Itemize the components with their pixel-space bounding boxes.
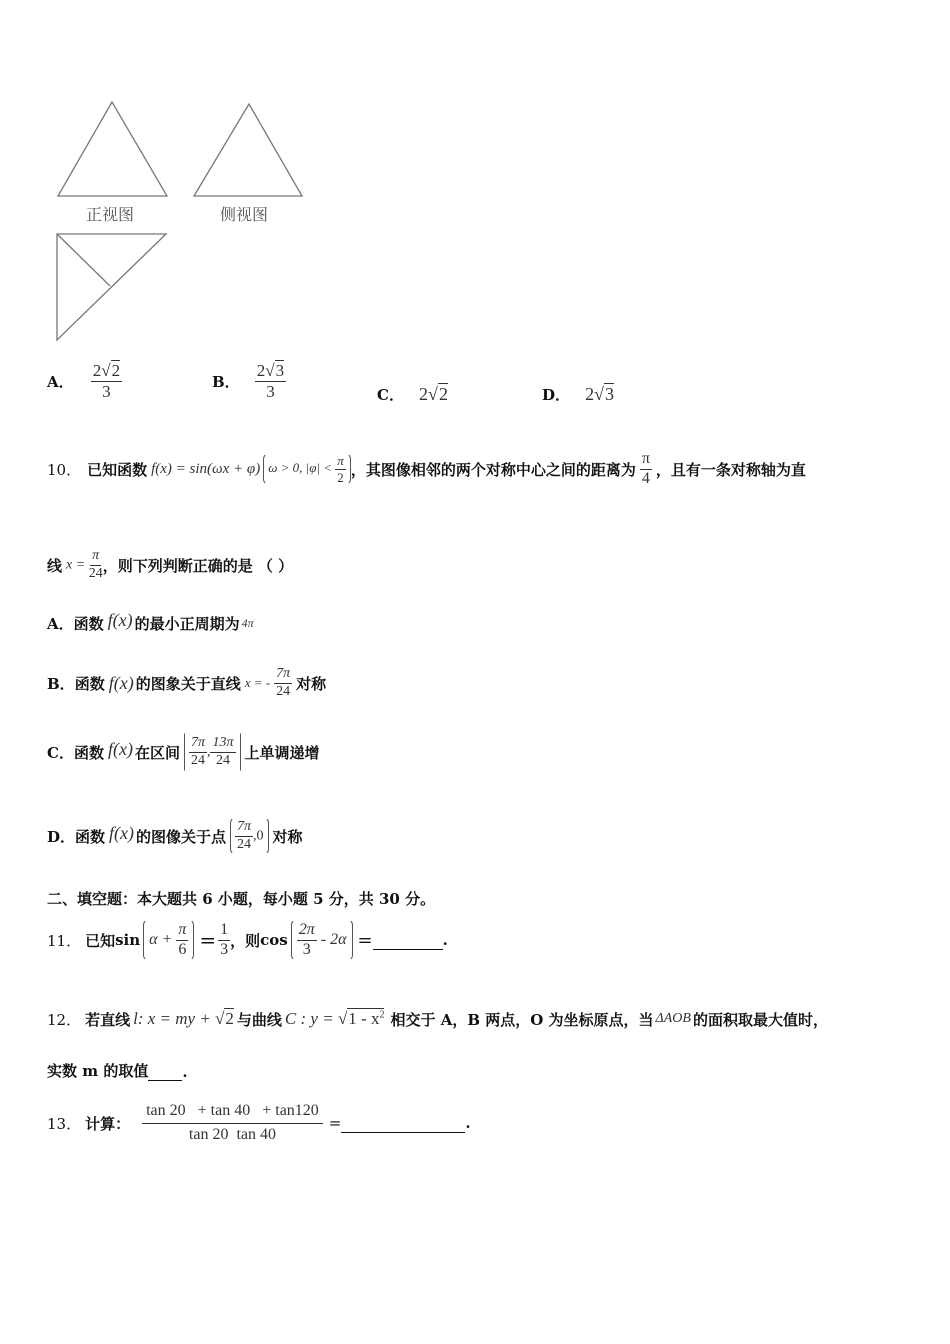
q12-mid: 与曲线 [236,1010,282,1029]
answer-blank[interactable] [341,1114,465,1133]
option-value: 2√2 [419,384,448,404]
q12-triangle: ΔAOB [655,1011,691,1026]
q11-end: = [357,929,373,951]
side-view-label: 侧视图 [220,205,269,224]
question-number: 12． [47,1010,82,1029]
option-pre: 函数 [73,743,104,762]
q13-period: . [465,1114,471,1132]
option-text: 的最小正周期为 [134,614,240,633]
q10-option-d[interactable] [47,804,303,868]
top-view-inner-line [57,234,110,286]
option-label: A． [47,614,74,633]
question-number: 10． [47,460,82,479]
option-post: 上单调递增 [244,743,320,762]
option-label: C． [47,743,74,762]
question-number: 13． [47,1114,82,1133]
q10-option-c[interactable] [47,720,320,784]
option-post: 对称 [272,827,303,846]
q10-text3: ，则下列判断正确的是 （ ） [102,556,294,575]
q9-option-c[interactable] [377,384,448,405]
q10-option-a[interactable] [47,603,254,643]
option-label: D． [47,827,76,846]
option-label: C． [377,386,404,404]
q10-text1: ，其图像相邻的两个对称中心之间的距离为 [350,460,636,479]
interval: $\frac{7\pi}{24}$ , $\frac{13\pi}{24}$ [184,733,241,771]
fx: f(x) [109,822,135,843]
option-value: 4π [241,615,254,630]
option-label: A． [47,372,74,391]
q13 [47,1094,471,1152]
q11-pre: 已知 [85,931,116,950]
fx: f(x) [107,738,133,759]
q12-pre: 若直线 [85,1010,131,1029]
q10-axis: x = $\frac{\pi}{24}$ [66,547,103,581]
q12-line1 [47,996,828,1042]
q12-curve: C : $y = √1 - x^2$ [284,1009,385,1028]
q12-text: 相交于 A，B 两点，O 为坐标原点，当 [390,1010,654,1029]
fx: f(x) [108,672,134,693]
side-view-triangle [194,104,302,196]
option-label: D． [542,386,571,404]
q10-line1 [47,444,806,494]
q10-option-b[interactable] [47,660,326,706]
q11-eq: = [199,928,217,952]
option-pre: 函数 [73,614,104,633]
q12-line-eq: l: x = my + √2 [133,1009,234,1028]
q10-text2: ，且有一条对称轴为直 [655,460,806,479]
q12-period: . [182,1063,188,1081]
option-text: 的图象关于直线 [135,674,241,693]
option-pre: 函数 [75,827,106,846]
point: $\frac{7\pi}{24}$ ,0 [230,817,269,855]
option-lhs: x = - [244,675,271,690]
fx: f(x) [107,609,133,630]
option-label: B． [47,674,75,693]
q11 [47,912,448,968]
section-heading: 二、填空题：本大题共 6 小题，每小题 5 分，共 30 分。 [47,890,436,908]
q13-eq: = [328,1114,342,1132]
answer-blank[interactable] [373,931,443,950]
q10-intro: 已知函数 [87,460,148,479]
q9-option-b[interactable] [212,362,286,401]
q11-cos-arg: $\frac{2\pi}{3}$ - 2α [291,919,353,962]
q10-function: f(x) = sin(ωx + φ) [151,460,261,477]
q11-cos: cos [260,931,288,949]
q11-sin-arg: α + $\frac{\pi}{6}$ [143,919,194,962]
fraction: $\frac{7\pi}{24}$ [276,665,291,699]
option-text: 的图像关于点 [136,827,227,846]
q13-fraction: $\frac{\tan 20 + \tan 40 + \tan 120}{\tan 20 \tan 40}$ [142,1103,323,1144]
option-text: 在区间 [134,743,180,762]
q11-sin: sin [115,931,141,949]
option-post: 对称 [296,674,327,693]
fraction: $\frac{2√3}{3}$ [256,361,285,401]
question-number: 11． [47,931,82,950]
three-view-figure [50,98,310,346]
q11-mid: ，则 [230,931,261,950]
q12-line2-text: 实数 m 的取值 [47,1062,149,1080]
option-pre: 函数 [74,674,105,693]
answer-blank[interactable] [148,1064,182,1081]
q10-line-prefix: 线 [47,556,63,575]
option-value: 2√3 [585,384,614,404]
q11-period: . [442,931,448,949]
front-view-label: 正视图 [86,205,135,224]
q9-option-a[interactable] [47,362,122,401]
q10-condition: ω > 0, |φ| < $\frac{\pi}{2}$ [263,453,351,485]
q13-pre: 计算： [85,1114,131,1133]
option-label: B． [212,372,240,391]
q12-text2: 的面积取最大值时， [692,1010,828,1029]
q10-distance: $\frac{\pi}{4}$ [641,449,650,487]
front-view-triangle [58,102,167,196]
q12-line2 [47,1060,188,1081]
q10-line2 [47,542,293,588]
q11-rhs: $\frac{1}{3}$ [220,920,229,958]
fraction: $\frac{2√2}{3}$ [92,361,121,401]
q9-option-d[interactable] [542,384,614,405]
